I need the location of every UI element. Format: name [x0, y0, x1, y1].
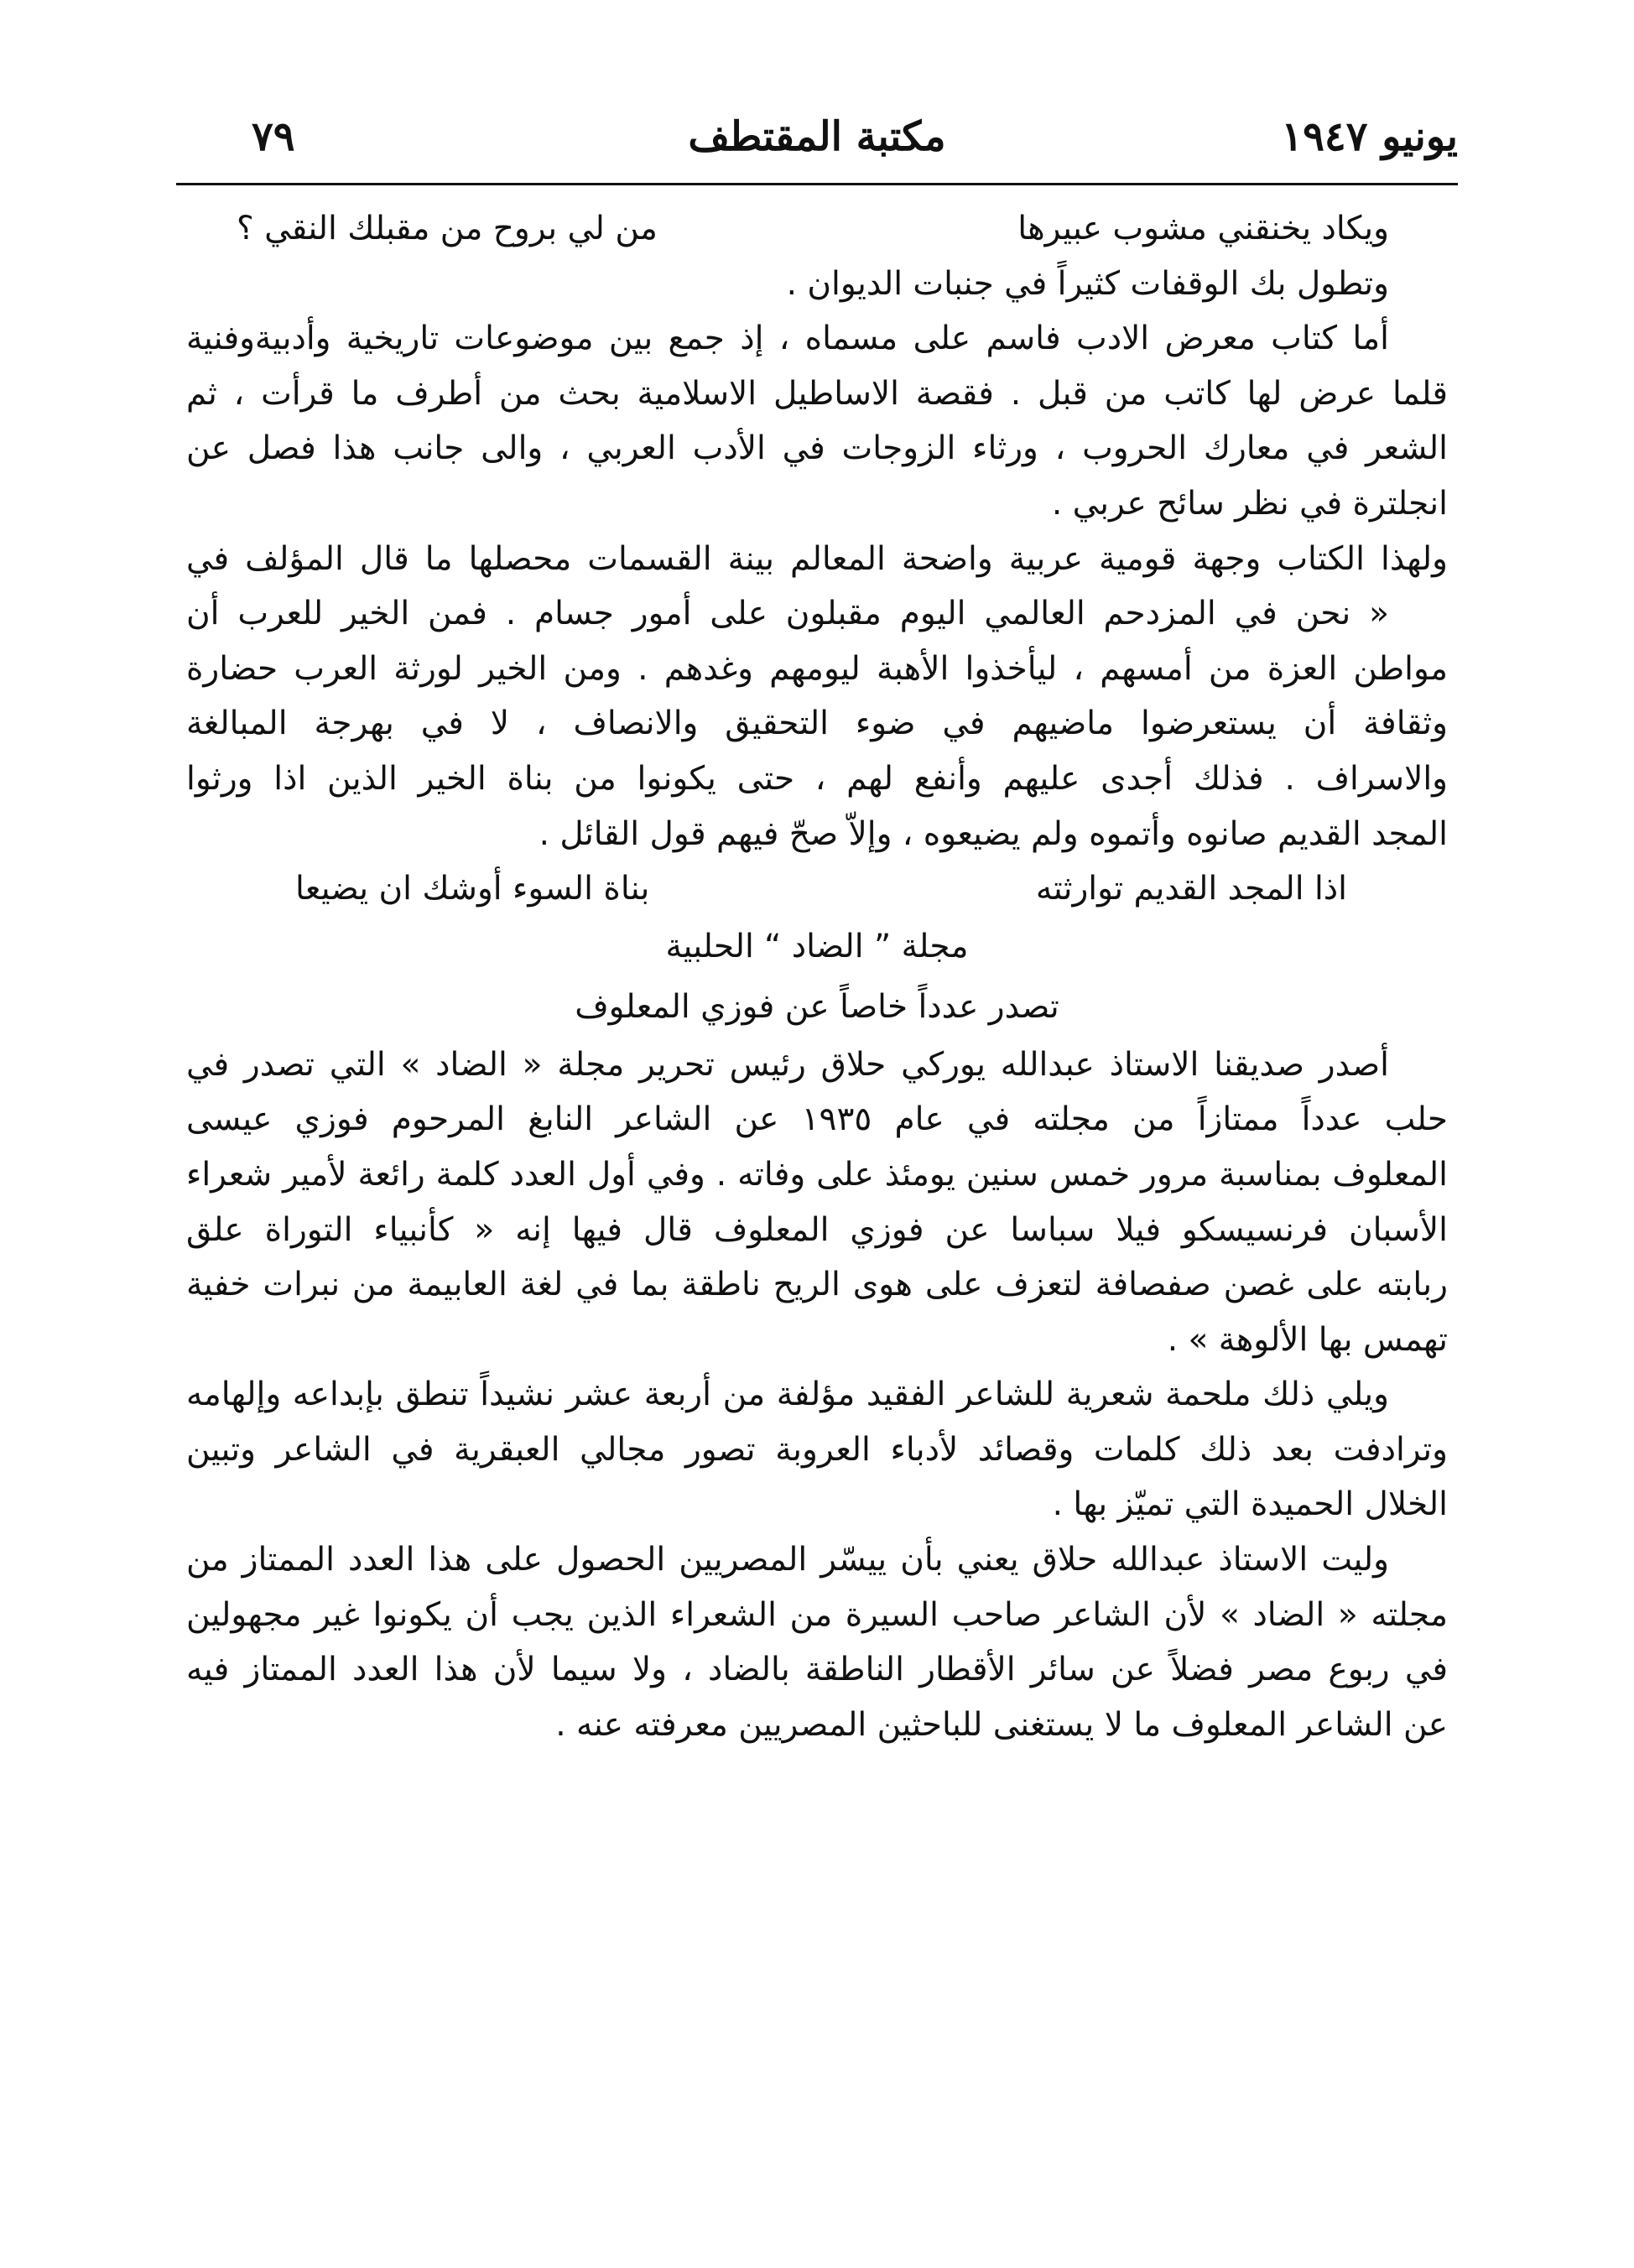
page-header [176, 113, 1458, 180]
page-number: ٧٩ [252, 113, 295, 160]
quote-line: المجد القديم صانوه وأتموه ولم يضيعوه ، وإلاّ صحّ فيهم قول القائل . [539, 814, 1448, 853]
quote-line: والاسراف . فذلك أجدى عليهم وأنفع لهم ، حتى يكونوا من بناة الخير الذين اذا ورثوا [186, 759, 1448, 798]
issue-date: يونيو ١٩٤٧ [1281, 113, 1458, 160]
paragraph-line: وليت الاستاذ عبدالله حلاق يعني بأن ييسّر المصريين الحصول على هذا العدد الممتاز من [186, 1541, 1389, 1579]
paragraph-line: الشعر في معارك الحروب ، ورثاء الزوجات في الأدب العربي ، والى جانب هذا فصل عن [186, 429, 1448, 468]
quote-line: وثقافة أن يستعرضوا ماضيهم في ضوء التحقيق والانصاف ، لا في بهرجة المبالغة [186, 705, 1448, 743]
paragraph-line: ولهذا الكتاب وجهة قومية عربية واضحة المعالم بينة القسمات محصلها ما قال المؤلف في [186, 539, 1448, 578]
paragraph-line: وترادفت بعد ذلك كلمات وقصائد لأدباء العروبة تصور مجالي العبقرية في الشاعر وتبين [186, 1430, 1448, 1469]
paragraph-line: ربابته على غصن صفصافة لتعزف على هوى الريح ناطقة بما في لغة العابيمة من نبرات خفية [186, 1266, 1448, 1304]
header-rule [176, 183, 1458, 185]
paragraph-line: الأسبان فرنسيسكو فيلا سباسا عن فوزي المعلوف قال فيها إنه « كأنبياء التوراة علق [186, 1210, 1448, 1249]
paragraph-line: انجلترة في نظر سائح عربي . [1051, 484, 1448, 523]
verse-hemistich-right: اذا المجد القديم توارثته [1035, 870, 1347, 908]
quote-line: « نحن في المزدحم العالمي اليوم مقبلون على أمور جسام . فمن الخير للعرب أن [186, 595, 1389, 633]
paragraph-line: أصدر صديقنا الاستاذ عبدالله يوركي حلاق رئيس تحرير مجلة « الضاد » التي تصدر في [186, 1045, 1389, 1084]
paragraph-line: تهمس بها الألوهة » . [1167, 1320, 1448, 1359]
verse-hemistich-right: ويكاد يخنقني مشوب عبيرها [1017, 210, 1389, 247]
paragraph-line: ويلي ذلك ملحمة شعرية للشاعر الفقيد مؤلفة من أربعة عشر نشيداً تنطق بإبداعه وإلهامه [186, 1376, 1389, 1414]
running-title: مكتبة المقتطف [688, 113, 946, 160]
verse-line [186, 201, 1448, 257]
paragraph-line: المعلوف بمناسبة مرور خمس سنين يومئذ على وفاته . وفي أول العدد كلمة رائعة لأمير شعراء [186, 1155, 1448, 1194]
verse-hemistich-left: بناة السوء أوشك ان يضيعا [295, 870, 650, 908]
paragraph-line: حلب عدداً ممتازاً من مجلته في عام ١٩٣٥ عن الشاعر النابغ المرحوم فوزي عيسى [186, 1100, 1448, 1139]
article-body [186, 201, 1448, 1752]
section-subtitle: تصدر عدداً خاصاً عن فوزي المعلوف [575, 987, 1059, 1026]
verse-line [186, 861, 1448, 917]
paragraph-line: مجلته « الضاد » لأن الشاعر صاحب السيرة من الشعراء الذين يجب أن يكونوا غير مجهولين [186, 1595, 1448, 1634]
section-title: مجلة ” الضاد “ الحلبية [665, 927, 969, 965]
paragraph-line: الخلال الحميدة التي تميّز بها . [1052, 1485, 1448, 1524]
paragraph-line: وتطول بك الوقفات كثيراً في جنبات الديوان . [786, 264, 1389, 303]
paragraph-line: أما كتاب معرض الادب فاسم على مسماه ، إذ جمع بين موضوعات تاريخية وأدبيةوفنية [186, 320, 1389, 358]
paragraph-line: في ربوع مصر فضلاً عن سائر الأقطار الناطقة بالضاد ، ولا سيما لأن هذا العدد الممتاز فيه [186, 1651, 1448, 1689]
quote-line: مواطن العزة من أمسهم ، ليأخذوا الأهبة ليومهم وغدهم . ومن الخير لورثة العرب حضارة [186, 649, 1448, 688]
paragraph-line: عن الشاعر المعلوف ما لا يستغنى للباحثين المصريين معرفته عنه . [555, 1705, 1448, 1744]
verse-hemistich-left: من لي بروح من مقبلك النقي ؟ [237, 210, 658, 247]
paragraph-line: قلما عرض لها كاتب من قبل . فقصة الاساطيل الاسلامية بحث من أطرف ما قرأت ، ثم [186, 374, 1448, 413]
